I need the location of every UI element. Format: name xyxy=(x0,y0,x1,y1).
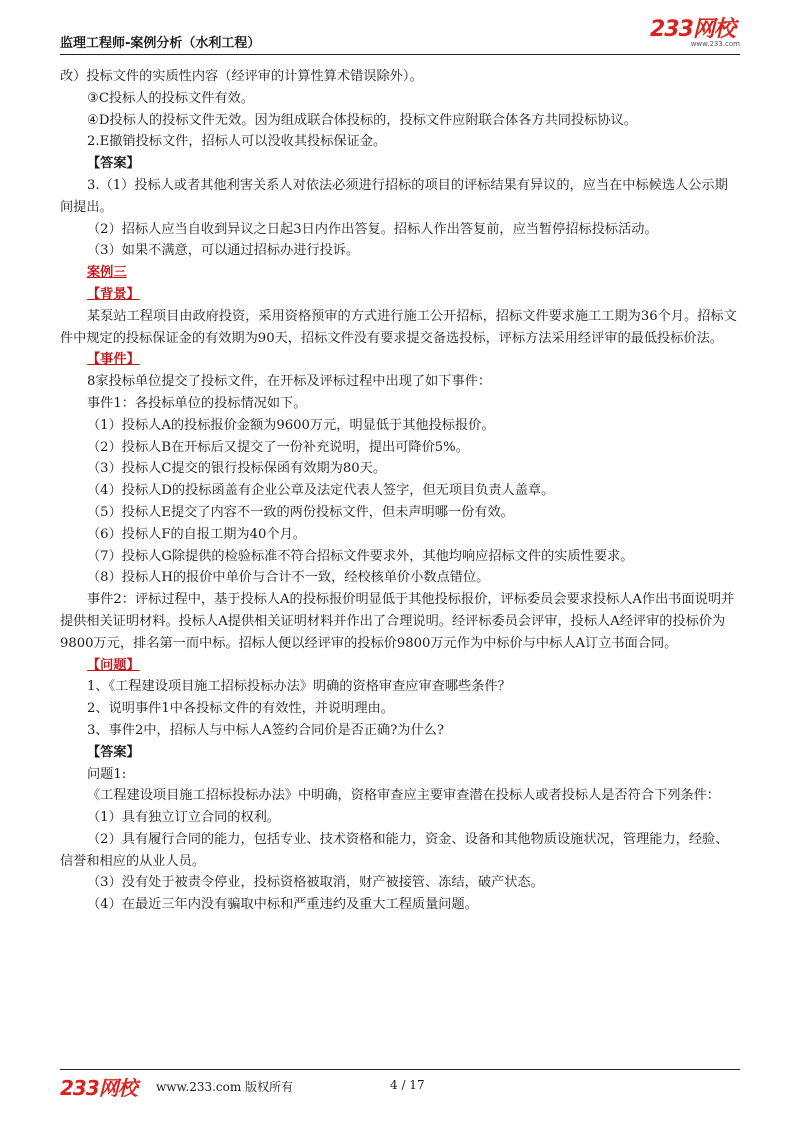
list-item: （2）投标人B在开标后又提交了一份补充说明，提出可降价5%。 xyxy=(87,439,469,455)
case-heading xyxy=(60,262,740,284)
question-item: 2、说明事件1中各投标文件的有效性，并说明理由。 xyxy=(87,701,394,717)
paragraph: 某泵站工程项目由政府投资，采用资格预审的方式进行施工公开招标，招标文件要求施工工期为36个月。招标文件中规定的投标保证金的有效期为90天，招标文件没有要求提交备选投标，评标方法采用经评审的最低投标价法。 xyxy=(60,308,737,346)
list-item: （1）投标人A的投标报价金额为9600万元，明显低于其他投标报价。 xyxy=(87,417,495,433)
paragraph: 《工程建设项目施工招标投标办法》中明确，资格审查应主要审查潜在投标人或者投标人是否符合下列条件： xyxy=(87,788,720,804)
copyright-text: www.233.com 版权所有 xyxy=(156,1080,294,1094)
paragraph: 事件1：各投标单位的投标情况如下。 xyxy=(87,395,307,411)
answer-heading: 【答案】 xyxy=(87,744,140,760)
paragraph: ③C投标人的投标文件有效。 xyxy=(87,90,254,106)
question-heading xyxy=(60,655,740,677)
list-item: （3）投标人C提交的银行投标保函有效期为80天。 xyxy=(87,461,387,477)
question-item: 1、《工程建设项目施工招标投标办法》明确的资格审查应审查哪些条件？ xyxy=(87,679,511,695)
question-label: 【问题】 xyxy=(87,657,140,673)
paragraph: （3）如果不满意，可以通过招标办进行投诉。 xyxy=(87,243,360,259)
paragraph: 问题1: xyxy=(87,766,127,782)
case-title: 案例三 xyxy=(87,265,127,281)
header-divider xyxy=(60,54,740,55)
answer-heading: 【答案】 xyxy=(87,156,140,172)
paragraph: 8家投标单位提交了投标文件，在开标及评标过程中出现了如下事件： xyxy=(87,374,492,390)
background-label: 【背景】 xyxy=(87,286,140,302)
page-footer xyxy=(60,1072,740,1100)
list-item: （6）投标人F的自报工期为40个月。 xyxy=(87,526,306,542)
paragraph: （2）招标人应当自收到异议之日起3日内作出答复。招标人作出答复前，应当暂停招标投标活动。 xyxy=(87,221,658,237)
document-body xyxy=(60,66,740,916)
page-number: 4 / 17 xyxy=(390,1078,425,1092)
page-header xyxy=(60,18,740,54)
event-heading xyxy=(60,349,740,371)
list-item: （3）没有处于被责令停业，投标资格被取消，财产被接管、冻结，破产状态。 xyxy=(87,875,544,891)
footer-divider xyxy=(60,1069,740,1070)
list-item: （2）具有履行合同的能力，包括专业、技术资格和能力，资金、设备和其他物质设施状况，管理能力，经验、信誉和相应的从业人员。 xyxy=(60,831,729,869)
list-item: （5）投标人E提交了内容不一致的两份投标文件，但未声明哪一份有效。 xyxy=(87,504,514,520)
event-label: 【事件】 xyxy=(87,352,140,368)
site-logo[interactable] xyxy=(650,18,740,52)
question-item: 3、事件2中，招标人与中标人A签约合同价是否正确?为什么? xyxy=(87,722,444,738)
list-item: （8）投标人H的报价中单价与合计不一致，经校核单价小数点错位。 xyxy=(87,570,490,586)
background-heading xyxy=(60,284,740,306)
footer-logo[interactable]: 233网校 xyxy=(60,1076,137,1100)
logo-url: www.233.com xyxy=(690,40,740,48)
paragraph: 3.（1）投标人或者其他利害关系人对依法必须进行招标的项目的评标结果有异议的，应当在中标候选人公示期间提出。 xyxy=(60,177,728,215)
list-item: （1）具有独立订立合同的权利。 xyxy=(87,810,281,826)
paragraph: 事件2：评标过程中，基于投标人A的投标报价明显低于其他投标报价，评标委员会要求投标人A作出书面说明并提供相关证明材料。投标人A提供相关证明材料并作出了合理说明。经评标委员会评审，投标人A经评审的投标价为9800万元，排名第一而中标。招标人便以经评审的投标价9800万元作为中标价与中标人A订立书面合同。 xyxy=(60,592,735,651)
logo-text: 233网校 xyxy=(650,17,735,42)
paragraph: 改）投标文件的实质性内容（经评审的计算性算术错误除外）。 xyxy=(60,69,423,84)
paragraph: ④D投标人的投标文件无效。因为组成联合体投标的，投标文件应附联合体各方共同投标协议。 xyxy=(87,112,637,128)
list-item: （4）在最近三年内没有骗取中标和严重违约及重大工程质量问题。 xyxy=(87,897,478,913)
document-title: 监理工程师-案例分析（水利工程） xyxy=(60,36,261,51)
list-item: （4）投标人D的投标函盖有企业公章及法定代表人签字，但无项目负责人盖章。 xyxy=(87,483,555,499)
paragraph: 2.E撤销投标文件，招标人可以没收其投标保证金。 xyxy=(87,134,387,150)
list-item: （7）投标人G除提供的检验标准不符合招标文件要求外，其他均响应招标文件的实质性要求。 xyxy=(87,548,634,564)
